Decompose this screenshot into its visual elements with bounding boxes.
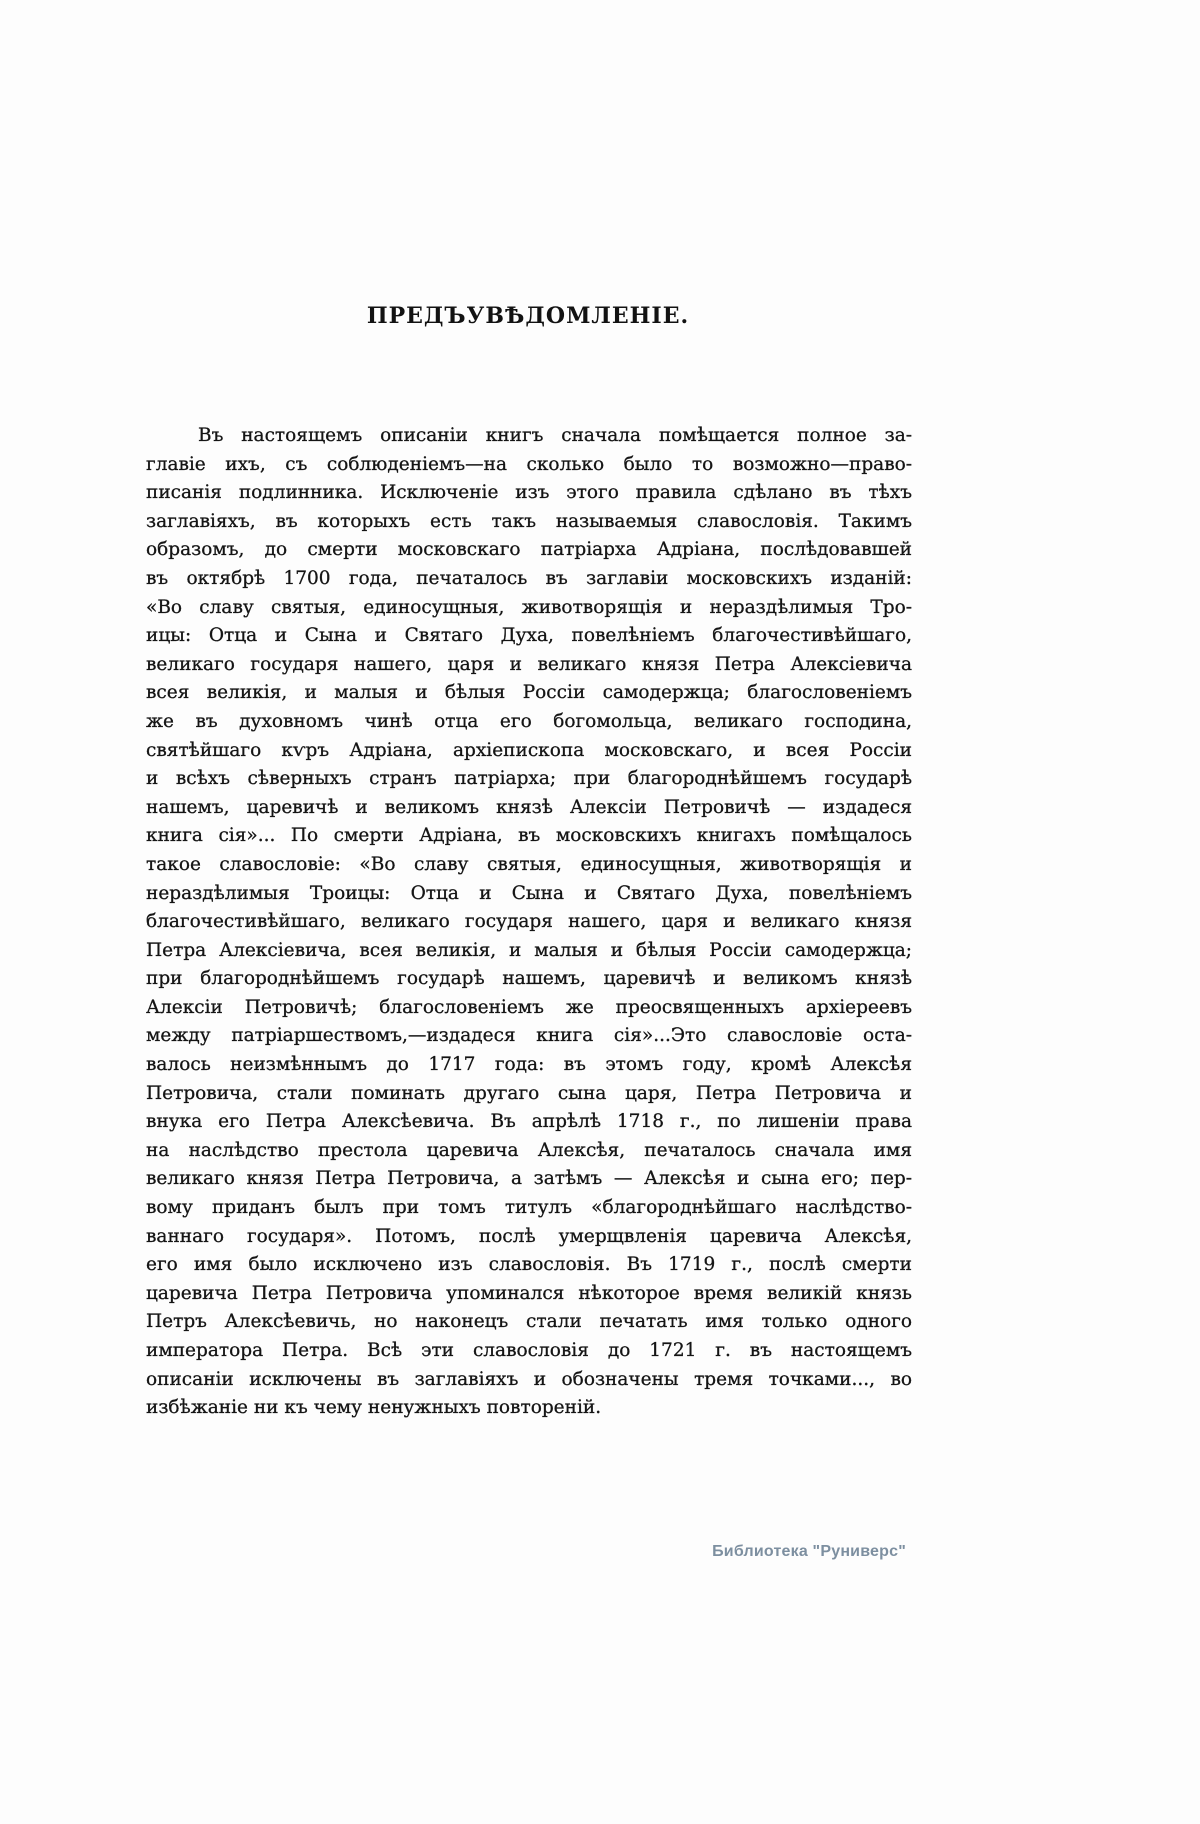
text-line: писанія подлинника. Исключеніе изъ этого правила сдѣлано въ тѣхъ xyxy=(146,482,912,504)
text-line: благочестивѣйшаго, великаго государя нашего, царя и великаго князя xyxy=(146,911,912,933)
text-line: всея великія, и малыя и бѣлыя Россіи самодержца; благословеніемъ xyxy=(146,682,912,704)
text-line: Въ настоящемъ описаніи книгъ сначала помѣщается полное за- xyxy=(198,425,912,446)
text-line: между патріаршествомъ,—издадеся книга сія»...Это славословіе оста- xyxy=(146,1025,912,1047)
text-line: великаго князя Петра Петровича, а затѣмъ — Алексѣя и сына его; пер- xyxy=(146,1168,912,1190)
library-watermark: Библиотека "Руниверс" xyxy=(712,1543,906,1560)
text-line: въ октябрѣ 1700 года, печаталось въ заглавіи московскихъ изданій: xyxy=(146,567,912,589)
text-line: Алексіи Петровичѣ; благословеніемъ же преосвященныхъ архіереевъ xyxy=(146,996,912,1018)
text-line: ицы: Отца и Сына и Святаго Духа, повелѣніемъ благочестивѣйшаго, xyxy=(146,625,912,647)
text-line: великаго государя нашего, царя и великаго князя Петра Алексіевича xyxy=(146,653,912,675)
text-line: такое славословіе: «Во славу святыя, единосущныя, животворящія и xyxy=(146,853,912,875)
text-line: нераздѣлимыя Троицы: Отца и Сына и Святаго Духа, повелѣніемъ xyxy=(146,882,912,904)
text-line: императора Петра. Всѣ эти славословія до 1721 г. въ настоящемъ xyxy=(146,1340,912,1361)
text-line: ваннаго государя». Потомъ, послѣ умерщвленія царевича Алексѣя, xyxy=(146,1225,912,1247)
text-line: вому приданъ былъ при томъ титулъ «благороднѣйшаго наслѣдство- xyxy=(146,1197,912,1219)
text-line: царевича Петра Петровича упоминался нѣкоторое время великій князь xyxy=(146,1282,912,1304)
text-line: Петровича, стали поминать другаго сына царя, Петра Петровича и xyxy=(146,1082,912,1104)
text-line: «Во славу святыя, единосущныя, животворящія и нераздѣлимыя Тро- xyxy=(146,596,912,618)
text-line: Петръ Алексѣевичь, но наконецъ стали печатать имя только одного xyxy=(146,1311,912,1333)
text-line: заглавіяхъ, въ которыхъ есть такъ называемыя славословія. Такимъ xyxy=(146,510,912,532)
text-line: главіе ихъ, съ соблюденіемъ—на сколько было то возможно—право- xyxy=(146,453,912,475)
text-line: его имя было исключено изъ славословія. Въ 1719 г., послѣ смерти xyxy=(146,1254,912,1276)
text-line: избѣжаніе ни къ чему ненужныхъ повтореній. xyxy=(146,1397,602,1419)
text-line: же въ духовномъ чинѣ отца его богомольца, великаго господина, xyxy=(146,710,912,732)
text-line: святѣйшаго кѵръ Адріана, архіепископа московскаго, и всея Россіи xyxy=(146,739,912,761)
text-line: Петра Алексіевича, всея великія, и малыя и бѣлыя Россіи самодержца; xyxy=(146,939,912,961)
text-line: валось неизмѣннымъ до 1717 года: въ этомъ году, кромѣ Алексѣя xyxy=(146,1054,912,1076)
text-line: внука его Петра Алексѣевича. Въ апрѣлѣ 1718 г., по лишеніи права xyxy=(146,1111,912,1133)
text-line: образомъ, до смерти московскаго патріарха Адріана, послѣдовавшей xyxy=(146,539,912,561)
text-line: при благороднѣйшемъ государѣ нашемъ, царевичѣ и великомъ князѣ xyxy=(146,968,912,990)
text-line: и всѣхъ сѣверныхъ странъ патріарха; при благороднѣйшемъ государѣ xyxy=(146,768,912,790)
body-text-block xyxy=(146,422,912,1423)
page-title: ПРЕДЪУВѢДОМЛЕНІЕ. xyxy=(366,303,690,329)
text-line: на наслѣдство престола царевича Алексѣя, печаталось сначала имя xyxy=(146,1139,912,1161)
text-line: описаніи исключены въ заглавіяхъ и обозначены тремя точками..., во xyxy=(146,1368,912,1390)
text-line: нашемъ, царевичѣ и великомъ князѣ Алексіи Петровичѣ — издадеся xyxy=(146,796,912,818)
text-line: книга сія»... По смерти Адріана, въ московскихъ книгахъ помѣщалось xyxy=(146,825,912,847)
